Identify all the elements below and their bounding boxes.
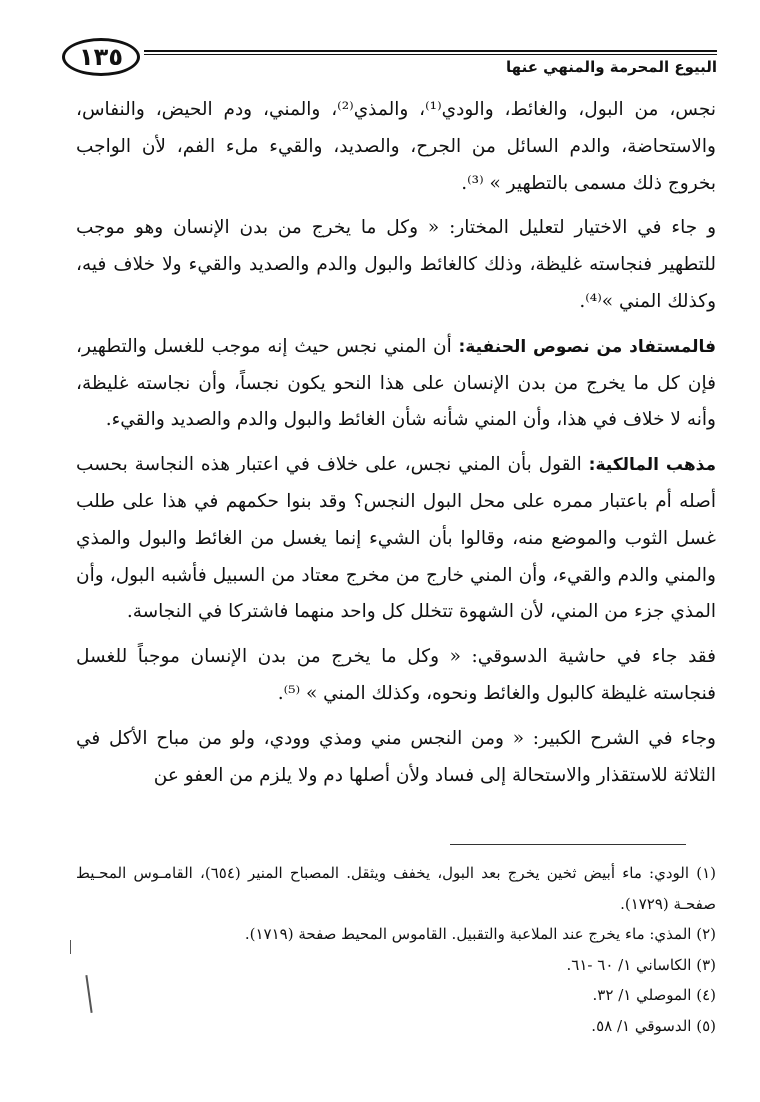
paragraph-6: وجاء في الشرح الكبير: « ومن النجس مني ومذي وودي، ولو من مباح الأكل في الثلاثة للاستقذار والاستحالة إلى فساد ولأن أصلها دم ولا يلزم من العفو عن <box>76 727 716 786</box>
footnotes <box>76 858 716 1041</box>
paragraph-4 <box>76 447 716 631</box>
footnote-3: (٣) الكاساني ١/ ٦٠ -٦١. <box>566 955 716 974</box>
paragraph-3-lead: فالمستفاد من نصوص الحنفية: <box>458 336 716 357</box>
paragraph-3-text: أن المني نجس حيث إنه موجب للغسل والتطهير، فإن كل ما يخرج من بدن الإنسان على هذا النحو يكون نجساً، وأن نجاسته غليظة، وأنه لا خلاف في هذا، وأن المني شأنه شأن الغائط والبول والدم والصديد والقيء. <box>76 335 716 431</box>
paragraph-2: و جاء في الاختيار لتعليل المختار: « وكل ما يخرج من بدن الإنسان وهو موجب للتطهير فنجاسته غليظة، وذلك كالغائط والبول والدم والصديد والقيء ولا خلاف فيه، وكذلك المني »⁽⁴⁾. <box>76 217 716 312</box>
page-header <box>62 36 717 80</box>
header-rule-thin <box>144 54 717 55</box>
page-number-badge <box>62 38 140 76</box>
footnote-separator <box>450 844 686 845</box>
scan-mark-1 <box>70 940 71 954</box>
paragraph-1: نجس، من البول، والغائط، والودي⁽¹⁾، والمذي⁽²⁾، والمني، ودم الحيض، والنفاس، والاستحاضة، والدم السائل من الجرح، والصديد، والقيء ملء الفم، لأن الواجب بخروج ذلك مسمى بالتطهير » ⁽³⁾. <box>76 99 716 194</box>
footnote-1: (١) الودي: ماء أبيض ثخين يخرج بعد البول، يخفف ويثقل. المصباح المنير (٦٥٤)، القامـوس المحـيط صفحـة (١٧٢٩). <box>76 864 716 913</box>
running-title: البيوع المحرمة والمنهي عنها <box>506 58 717 76</box>
paragraph-4-lead: مذهب المالكية: <box>588 455 716 476</box>
body-text <box>76 92 716 802</box>
header-rule-thick <box>144 50 717 52</box>
paragraph-5: فقد جاء في حاشية الدسوقي: « وكل ما يخرج من بدن الإنسان موجباً للغسل فنجاسته غليظة كالبول والغائط ونحوه، وكذلك المني » ⁽⁵⁾. <box>76 646 716 704</box>
page-number: ١٣٥ <box>79 43 123 71</box>
paragraph-4-text: القول بأن المني نجس، على خلاف في اعتبار هذه النجاسة بحسب أصله أم باعتبار ممره على محل البول النجس؟ وقد بنوا حكمهم في هذا على طلب غسل الثوب والموضع منه، وقالوا بأن الشيء إنما يغسل من الغائط والبول والمذي والمني والدم والقيء، وأن المني خارج من مخرج معتاد من السبيل فأشبه البول، وأن المذي جزء من المني، لأن الشهوة تتخلل كل واحد منهما فاشتركا في النجاسة. <box>76 454 716 623</box>
paragraph-3 <box>76 329 716 439</box>
footnote-2: (٢) المذي: ماء يخرج عند الملاعبة والتقبيل. القاموس المحيط صفحة (١٧١٩). <box>244 925 716 943</box>
header-rule <box>144 50 717 56</box>
footnote-5: (٥) الدسوقي ١/ ٥٨. <box>591 1016 716 1035</box>
footnote-4: (٤) الموصلي ١/ ٣٢. <box>592 986 716 1004</box>
